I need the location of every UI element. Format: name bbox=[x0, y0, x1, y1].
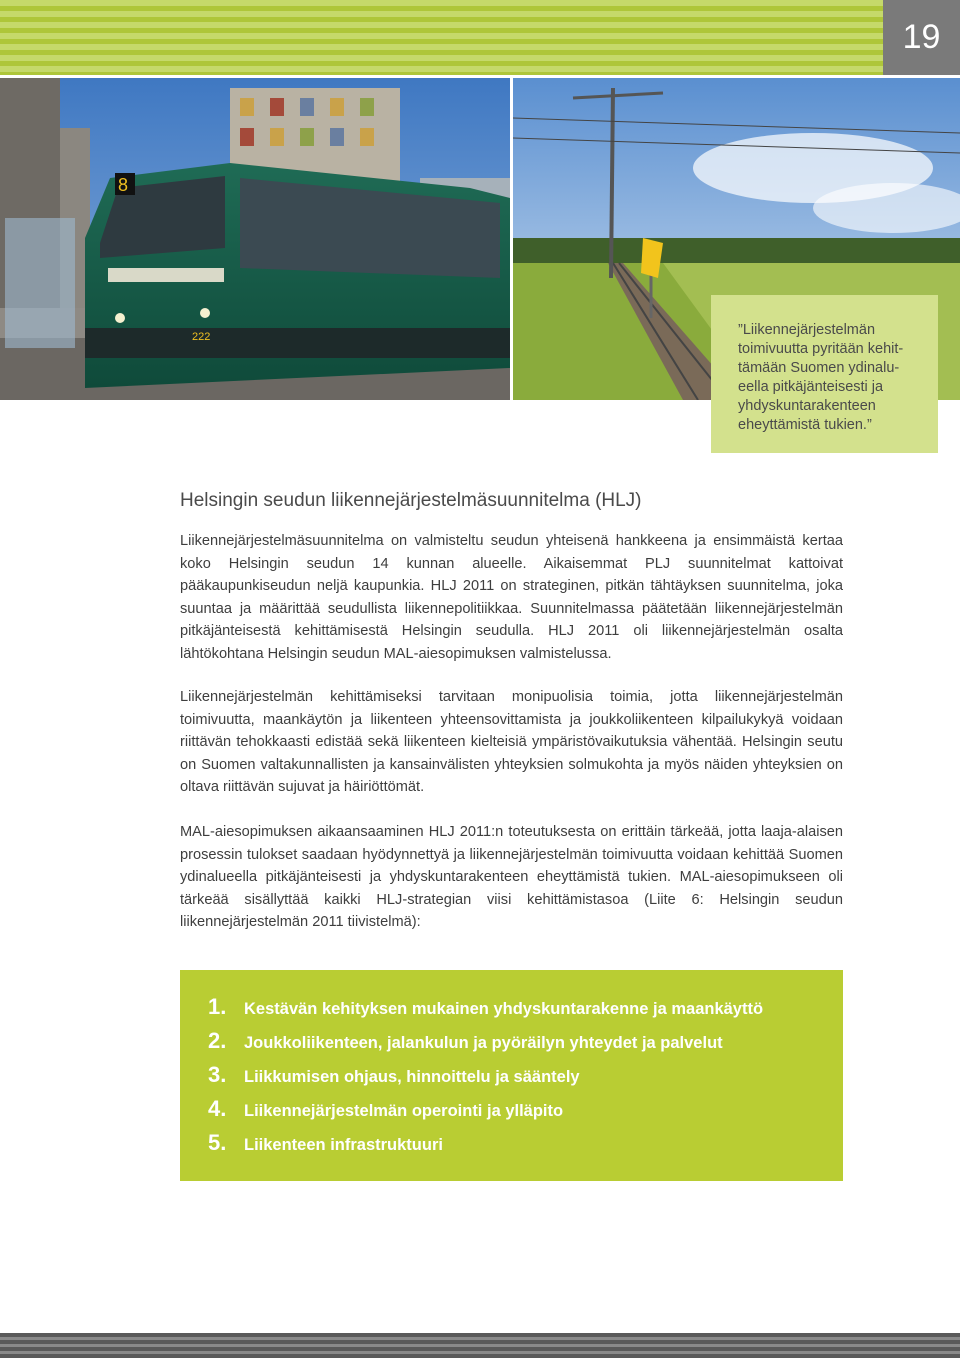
tram-destination-number: 8 bbox=[118, 175, 129, 195]
header-stripes bbox=[0, 0, 883, 75]
list-item-text: Joukkoliikenteen, jalankulun ja pyöräilyn yhteydet ja palvelut bbox=[244, 1034, 723, 1052]
paragraph-2: Liikennejärjestelmän kehittämiseksi tarvitaan monipuolisia toimia, jotta liikennejärjestelmän toimivuutta, maankäytön ja liikenteen yhteensovittamista ja joukkoliikenteen kilpailukykyä voidaan riittävän tehokkaasti edistää sekä liikenteen kielteisiä ympäristövaikutuksia vähentää. Helsingin seutu on Suomen valtakunnallisten ja kansainvälisten yhteyksien solmukohta ja myös näiden yhteyksien on oltava riittävän sujuvat ja häiriöttömät. bbox=[180, 689, 843, 796]
pull-quote bbox=[711, 295, 938, 453]
list-item-number: 3. bbox=[208, 1062, 227, 1087]
strategy-list bbox=[208, 994, 843, 1164]
list-item bbox=[208, 1028, 843, 1062]
list-item-text: Kestävän kehityksen mukainen yhdyskuntarakenne ja maankäyttö bbox=[244, 1000, 764, 1018]
strategy-list-box bbox=[180, 970, 843, 1181]
footer-stripes bbox=[0, 1333, 960, 1358]
page-number: 19 bbox=[883, 0, 960, 75]
list-item bbox=[208, 1062, 843, 1096]
pull-quote-text: ”Liikennejärjestelmän toimivuutta pyritään kehit- tämään Suomen ydinalu- eella pitkäjänteisesti ja yhdyskuntarakenteen eheyttämistä tukien.” bbox=[738, 322, 904, 433]
tram-fleet-number: 222 bbox=[192, 331, 211, 343]
paragraph-1: Liikennejärjestelmäsuunnitelma on valmisteltu seudun yhteisenä hankkeena ja ensimmäistä kertaa koko Helsingin seudun 14 kunnan alueelle. Aikaisemmat PLJ suunnitelmat kattoivat pääkaupunkiseudun neljä kaupunkia. HLJ 2011 on strateginen, pitkän tähtäyksen suunnitelma, joka suuntaa ja määrittää seudullista liikennepolitiikkaa. Suunnitelmassa päätetään liikennejärjestelmän pitkäjänteisestä kehittämisestä Helsingin seudulla. HLJ 2011 oli liikennejärjestelmän osalta lähtökohtana Helsingin seudun MAL-aiesopimuksen valmistelussa. bbox=[180, 533, 843, 662]
list-item-text: Liikennejärjestelmän operointi ja ylläpito bbox=[244, 1102, 564, 1120]
paragraph-3: MAL-aiesopimuksen aikaansaaminen HLJ 2011:n toteutuksesta on erittäin tärkeää, jotta laaja-alaisen prosessin tulokset saadaan hyödynnettyä ja liikennejärjestelmän toimivuutta voidaan kehittää Suomen ydinalueella pitkäjänteisesti ja yhdyskuntarakenteen eheyttämistä tukien. MAL-aiesopimukseen oli tärkeää sisällyttää kaikki HLJ-strategian viisi kehittämistasoa (Liite 6: Helsingin seudun liikennejärjestelmän 2011 tiivistelmä): bbox=[180, 824, 843, 931]
list-item bbox=[208, 994, 843, 1028]
list-item-text: Liikenteen infrastruktuuri bbox=[244, 1136, 443, 1154]
tram-photo bbox=[0, 78, 510, 400]
list-item-number: 2. bbox=[208, 1028, 227, 1053]
list-item bbox=[208, 1096, 843, 1130]
list-item-number: 1. bbox=[208, 994, 227, 1019]
list-item bbox=[208, 1130, 843, 1164]
section-heading: Helsingin seudun liikennejärjestelmäsuunnitelma (HLJ) bbox=[180, 490, 642, 511]
list-item-number: 5. bbox=[208, 1130, 227, 1155]
list-item-text: Liikkumisen ohjaus, hinnoittelu ja sääntely bbox=[244, 1068, 580, 1086]
list-item-number: 4. bbox=[208, 1096, 227, 1121]
